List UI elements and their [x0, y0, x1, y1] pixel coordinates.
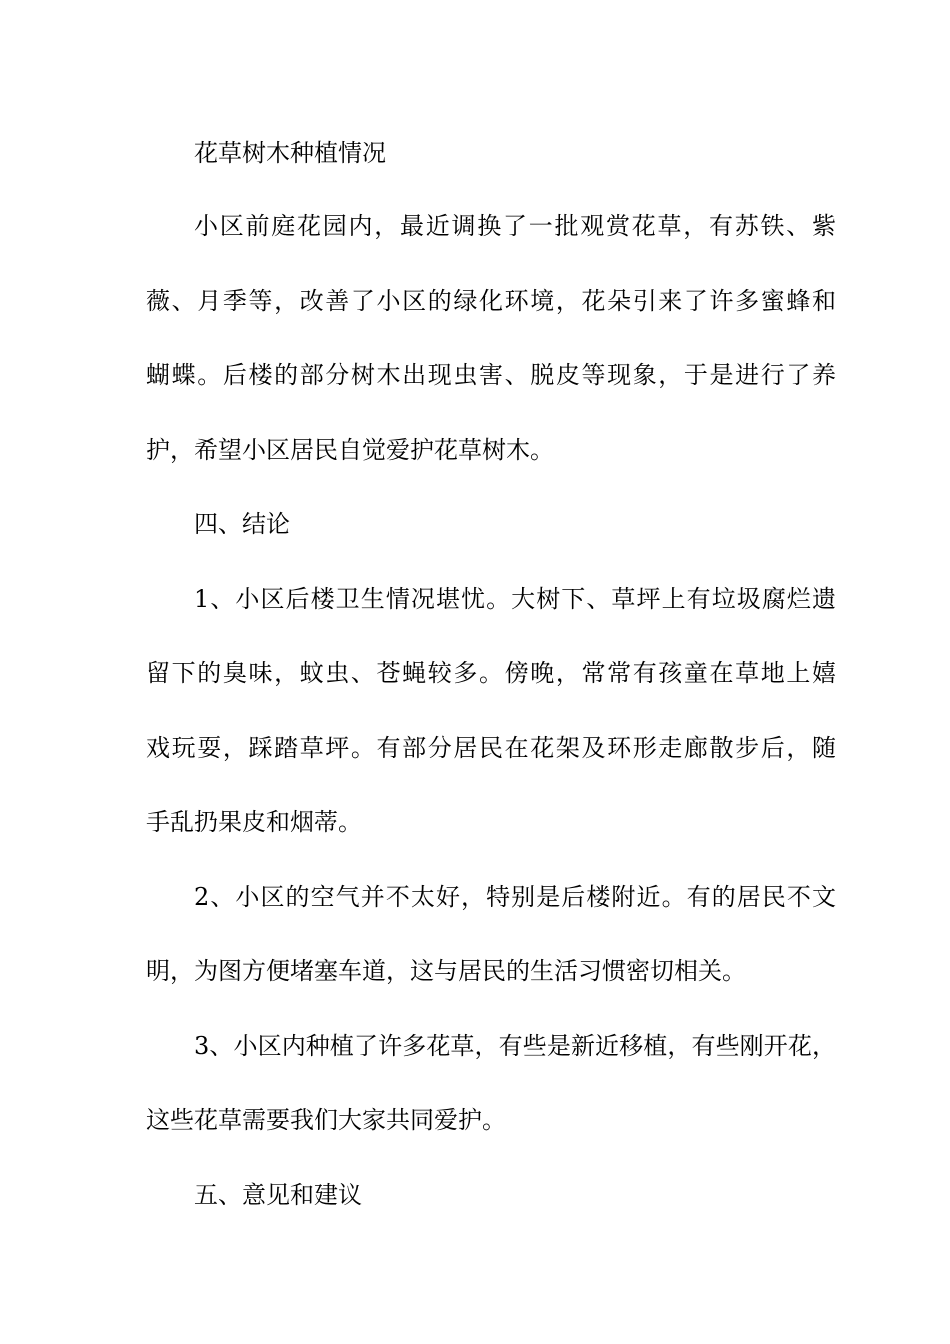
- paragraph-line: 1、小区后楼卫生情况堪忧。大树下、草坪上有垃圾腐烂遗: [194, 585, 836, 613]
- paragraph-line: 护，希望小区居民自觉爱护花草树木。: [146, 436, 554, 464]
- paragraph-line: 2、小区的空气并不太好，特别是后楼附近。有的居民不文: [194, 883, 836, 911]
- section-heading-conclusion: 四、结论: [194, 510, 290, 538]
- paragraph-line: 这些花草需要我们大家共同爱护。: [146, 1106, 506, 1134]
- section-heading-suggestions: 五、意见和建议: [194, 1181, 362, 1209]
- section-heading-planting: 花草树木种植情况: [194, 139, 386, 167]
- paragraph-line: 留下的臭味，蚊虫、苍蝇较多。傍晚，常常有孩童在草地上嬉: [146, 659, 836, 687]
- paragraph-line: 戏玩耍，踩踏草坪。有部分居民在花架及环形走廊散步后，随: [146, 734, 836, 762]
- paragraph-line: 明，为图方便堵塞车道，这与居民的生活习惯密切相关。: [146, 957, 746, 985]
- paragraph-line: 薇、月季等，改善了小区的绿化环境，花朵引来了许多蜜蜂和: [146, 287, 836, 315]
- paragraph-line: 小区前庭花园内，最近调换了一批观赏花草，有苏铁、紫: [194, 212, 836, 240]
- paragraph-line: 蝴蝶。后楼的部分树木出现虫害、脱皮等现象，于是进行了养: [146, 361, 836, 389]
- paragraph-line: 3、小区内种植了许多花草，有些是新近移植，有些刚开花，: [194, 1032, 836, 1060]
- paragraph-line: 手乱扔果皮和烟蒂。: [146, 808, 362, 836]
